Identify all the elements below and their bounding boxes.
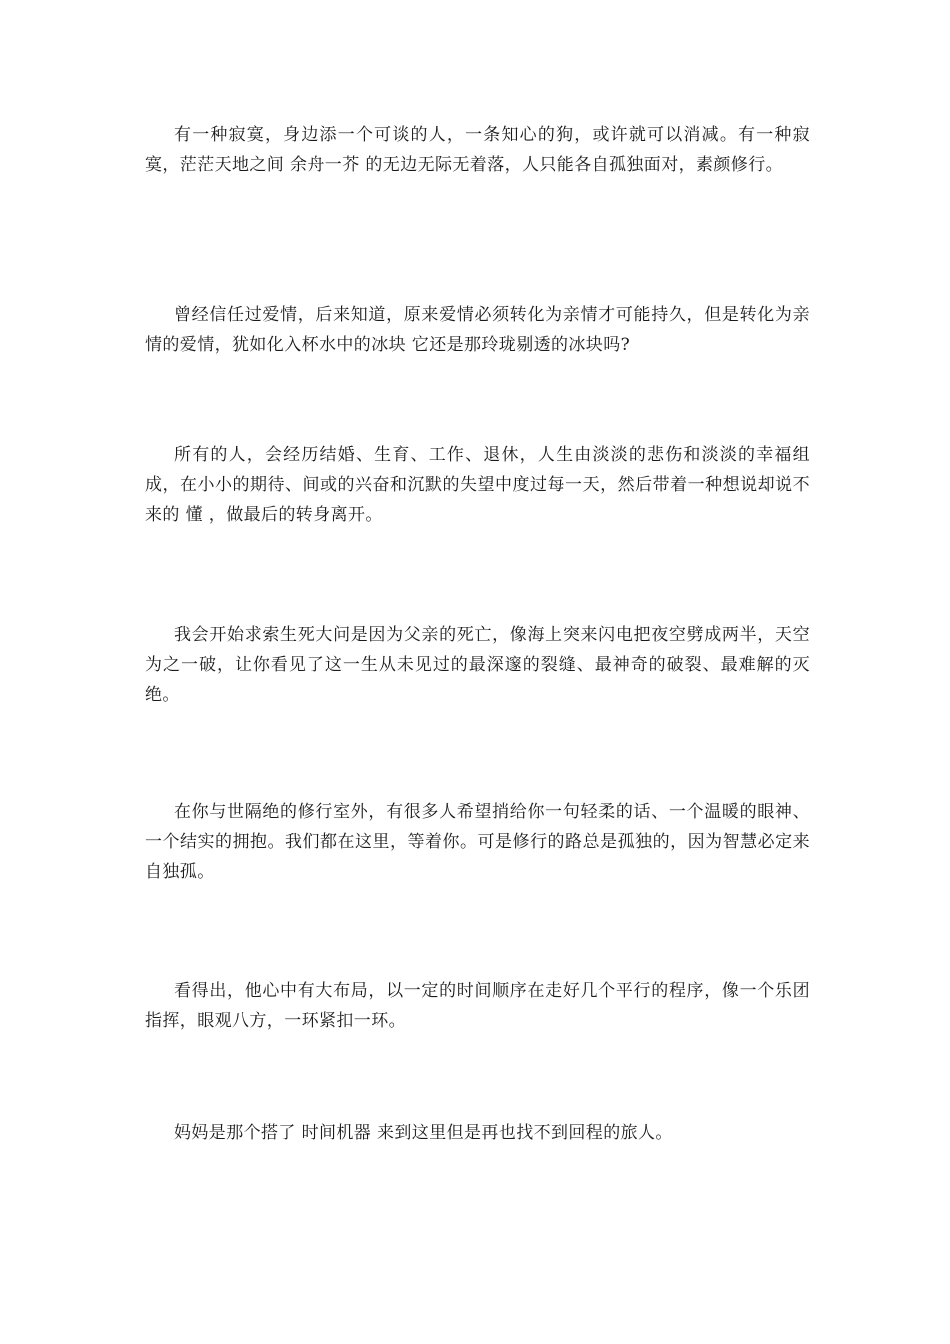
paragraph: 我会开始求索生死大问是因为父亲的死亡，像海上突来闪电把夜空劈成两半，天空为之一破，让你看见了这一生从未见过的最深邃的裂缝、最神奇的破裂、最难解的灭绝。 — [145, 625, 810, 705]
paragraph: 所有的人，会经历结婚、生育、工作、退休，人生由淡淡的悲伤和淡淡的幸福组成，在小小的期待、间或的兴奋和沉默的失望中度过每一天，然后带着一种想说却说不来的 懂 ，做最后的转身离开。 — [145, 445, 810, 525]
paragraph: 妈妈是那个搭了 时间机器 来到这里但是再也找不到回程的旅人。 — [174, 1123, 673, 1143]
paragraph: 在你与世隔绝的修行室外，有很多人希望捎给你一句轻柔的话、一个温暖的眼神、一个结实的拥抱。我们都在这里，等着你。可是修行的路总是孤独的，因为智慧必定来自独孤。 — [145, 802, 810, 882]
paragraph: 曾经信任过爱情，后来知道，原来爱情必须转化为亲情才可能持久，但是转化为亲情的爱情，犹如化入杯水中的冰块 它还是那玲珑剔透的冰块吗? — [145, 305, 810, 355]
paragraph: 有一种寂寞，身边添一个可谈的人，一条知心的狗，或许就可以消减。有一种寂寞，茫茫天地之间 余舟一芥 的无边无际无着落，人只能各自孤独面对，素颜修行。 — [145, 125, 810, 175]
paragraph: 看得出，他心中有大布局，以一定的时间顺序在走好几个平行的程序，像一个乐团指挥，眼观八方，一环紧扣一环。 — [145, 981, 810, 1031]
